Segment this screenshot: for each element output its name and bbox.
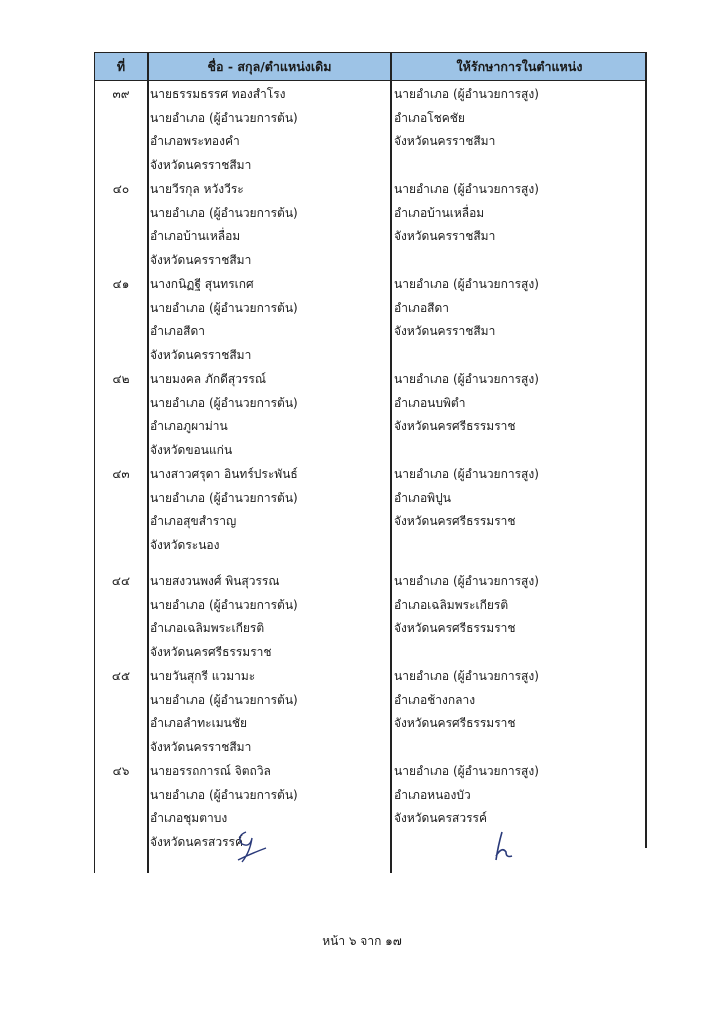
old-position-line: นางสาวศรุดา อินทร์ประพันธ์	[150, 467, 298, 481]
old-position-line: นายอำเภอ (ผู้อำนวยการต้น)	[150, 490, 298, 505]
acting-position-line: จังหวัดนครศรีธรรมราช	[394, 514, 516, 528]
acting-position-line: จังหวัดนครราชสีมา	[394, 134, 496, 148]
acting-position-line: จังหวัดนครราชสีมา	[394, 324, 496, 338]
old-position-line: อำเภอเฉลิมพระเกียรติ	[150, 621, 265, 635]
row-number: ๔๕	[111, 669, 131, 683]
acting-position-cell	[394, 178, 644, 249]
table-right-border	[645, 53, 647, 848]
old-position-line: อำเภอบ้านเหลื่อม	[150, 229, 241, 243]
acting-position-line: อำเภอช้างกลาง	[394, 692, 476, 707]
old-position-line: นายอำเภอ (ผู้อำนวยการต้น)	[150, 395, 298, 410]
old-position-cell	[150, 368, 390, 462]
acting-position-cell	[394, 273, 644, 344]
appointments-table	[94, 52, 647, 873]
acting-position-line: จังหวัดนครศรีธรรมราช	[394, 621, 516, 635]
acting-position-line: อำเภอนบพิตำ	[394, 395, 466, 410]
row-number: ๔๒	[112, 372, 130, 386]
old-position-line: นายอำเภอ (ผู้อำนวยการต้น)	[150, 692, 298, 707]
acting-position-cell	[394, 463, 644, 534]
row-number: ๓๙	[112, 87, 130, 101]
old-position-line: จังหวัดนครราชสีมา	[150, 252, 252, 267]
acting-position-line: อำเภอหนองบัว	[394, 787, 471, 802]
acting-position-cell	[394, 83, 644, 154]
acting-position-line: นายอำเภอ (ผู้อำนวยการสูง)	[394, 669, 539, 683]
old-position-line: นายธรรมธรรศ ทองสำโรง	[150, 87, 286, 101]
old-position-cell	[150, 273, 390, 367]
column-divider	[147, 53, 149, 873]
old-position-line: จังหวัดนครราชสีมา	[150, 739, 252, 754]
old-position-line: นายมงคล ภักดีสุวรรณ์	[150, 372, 266, 386]
acting-position-line: อำเภอบ้านเหลื่อม	[394, 205, 485, 220]
acting-position-line: นายอำเภอ (ผู้อำนวยการสูง)	[394, 372, 539, 386]
table-header	[95, 53, 647, 81]
row-number: ๔๖	[112, 764, 130, 778]
row-number: ๔๔	[111, 574, 131, 588]
acting-position-line: อำเภอสีดา	[394, 300, 450, 315]
old-position-line: อำเภอชุมตาบง	[150, 811, 228, 825]
old-position-cell	[150, 665, 390, 759]
acting-position-line: นายอำเภอ (ผู้อำนวยการสูง)	[394, 467, 539, 481]
old-position-line: จังหวัดนครราชสีมา	[150, 347, 252, 362]
old-position-line: นายอรรถการณ์ จิตถวิล	[150, 764, 271, 778]
old-position-cell	[150, 83, 390, 177]
acting-position-line: นายอำเภอ (ผู้อำนวยการสูง)	[394, 87, 539, 101]
old-position-line: นางกนิฏฐี สุนทรเกศ	[150, 277, 254, 291]
acting-position-line: อำเภอโชคชัย	[394, 110, 465, 125]
old-position-line: จังหวัดขอนแก่น	[150, 442, 233, 457]
old-position-line: นายอำเภอ (ผู้อำนวยการต้น)	[150, 597, 298, 612]
acting-position-line: นายอำเภอ (ผู้อำนวยการสูง)	[394, 574, 539, 588]
old-position-line: นายอำเภอ (ผู้อำนวยการต้น)	[150, 300, 298, 315]
old-position-line: จังหวัดนครราชสีมา	[150, 157, 252, 172]
acting-position-cell	[394, 368, 644, 439]
acting-position-line: จังหวัดนครราชสีมา	[394, 229, 496, 243]
acting-position-line: อำเภอเฉลิมพระเกียรติ	[394, 597, 509, 612]
acting-position-line: นายอำเภอ (ผู้อำนวยการสูง)	[394, 182, 539, 196]
acting-position-cell	[394, 760, 644, 831]
old-position-line: นายวันสุกรี แวมามะ	[150, 669, 256, 683]
old-position-line: อำเภอสุขสำราญ	[150, 514, 237, 528]
header-acting-position: ให้รักษาการในตำแหน่ง	[456, 59, 583, 74]
old-position-line: อำเภอลำทะเมนชัย	[150, 716, 248, 730]
old-position-line: อำเภอพระทองคำ	[150, 134, 240, 148]
signature-right-icon	[490, 828, 520, 866]
page-number: หน้า ๖ จาก ๑๗	[322, 934, 402, 948]
signature-left-icon	[228, 826, 274, 864]
acting-position-cell	[394, 570, 644, 641]
old-position-line: จังหวัดนครศรีธรรมราช	[150, 644, 272, 659]
acting-position-line: จังหวัดนครศรีธรรมราช	[394, 419, 516, 433]
old-position-line: จังหวัดระนอง	[150, 537, 220, 552]
acting-position-line: จังหวัดนครสวรรค์	[394, 811, 487, 825]
old-position-cell	[150, 463, 390, 557]
acting-position-line: นายอำเภอ (ผู้อำนวยการสูง)	[394, 764, 539, 778]
old-position-line: อำเภอภูผาม่าน	[150, 419, 228, 433]
old-position-line: จังหวัดนครสวรรค์	[150, 834, 243, 849]
acting-position-line: นายอำเภอ (ผู้อำนวยการสูง)	[394, 277, 539, 291]
acting-position-line: อำเภอพิปูน	[394, 490, 451, 505]
header-number: ที่	[116, 59, 126, 74]
column-divider	[390, 53, 392, 873]
old-position-line: นายอำเภอ (ผู้อำนวยการต้น)	[150, 205, 298, 220]
acting-position-cell	[394, 665, 644, 736]
row-number: ๔๑	[112, 277, 130, 291]
old-position-line: นายวีรกุล หวังวีระ	[150, 182, 244, 196]
old-position-line: นายอำเภอ (ผู้อำนวยการต้น)	[150, 787, 298, 802]
old-position-line: อำเภอสีดา	[150, 324, 206, 338]
header-name-old-position: ชื่อ - สกุล/ตำแหน่งเดิม	[207, 59, 332, 74]
acting-position-line: จังหวัดนครศรีธรรมราช	[394, 716, 516, 730]
old-position-cell	[150, 570, 390, 664]
old-position-line: นายสงวนพงศ์ พินสุวรรณ	[150, 574, 280, 588]
old-position-line: นายอำเภอ (ผู้อำนวยการต้น)	[150, 110, 298, 125]
row-number: ๔๓	[112, 467, 130, 481]
old-position-cell	[150, 178, 390, 272]
row-number: ๔๐	[112, 182, 130, 196]
